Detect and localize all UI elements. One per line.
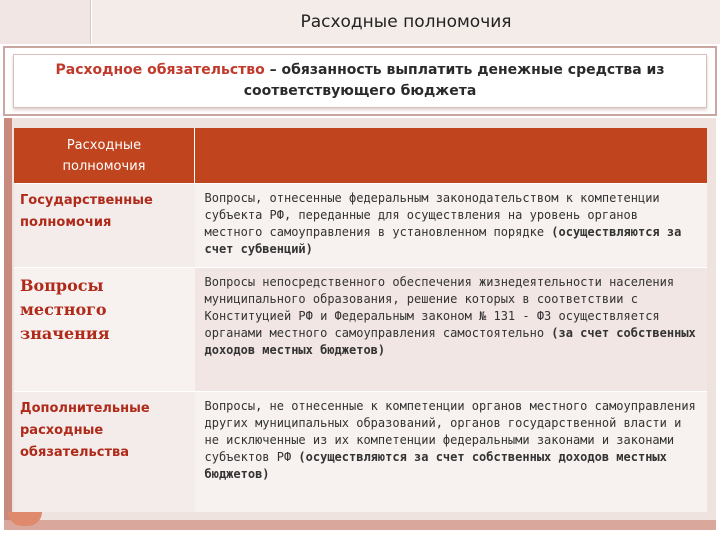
definition-term: Расходное обязательство — [55, 62, 265, 78]
definition-line-1 — [56, 60, 665, 81]
row-desc-text: Вопросы, не отнесенные к компетенции органов местного самоуправления других муниципальных образований, органов государственной власти и не исключенные из их компетенции федеральными законами и законами субъектов РФ — [204, 399, 696, 464]
header-divider — [90, 0, 91, 44]
powers-table — [14, 128, 707, 512]
row-label-line: полномочия — [20, 215, 112, 230]
row-label-line: Дополнительные — [20, 401, 150, 416]
row-description — [195, 392, 708, 512]
frame-accent — [4, 118, 12, 528]
row-label — [14, 392, 195, 512]
definition-text: – обязанность выплатить денежные средства из — [264, 62, 665, 78]
row-label-line: обязательства — [20, 445, 130, 460]
row-desc-bold: (за счет собственных доходов местных бюджетов) — [204, 326, 696, 357]
header-left-panel — [0, 0, 90, 44]
row-desc-text: Вопросы непосредственного обеспечения жизнедеятельности населения муниципального образования, решение которых в соответствии с Конституцией РФ и Федеральным законом № 131 - ФЗ осуществляется органами местного самоуправления самостоятельно — [204, 275, 675, 340]
header-col-1-line-1: Расходные — [66, 137, 142, 153]
definition-inner — [13, 54, 707, 108]
frame-bottom-bar — [4, 520, 716, 530]
row-desc-bold: (осуществляются за счет субвенций) — [204, 225, 682, 256]
row-label-line: расходные — [20, 423, 104, 438]
header-col-1-line-2: полномочия — [62, 158, 146, 174]
row-label-line: Государственные — [20, 193, 153, 208]
table-header-row — [14, 128, 707, 184]
table-row — [14, 392, 707, 512]
header-col-2 — [195, 128, 708, 184]
row-desc-text: Вопросы, отнесенные федеральным законодательством к компетенции субъекта РФ, переданные для осуществления на уровень органов местного самоуправления в установленном порядке — [204, 191, 660, 239]
row-label-line: местного — [20, 300, 107, 319]
row-label-line: Вопросы — [20, 276, 104, 295]
page-title: Расходные полномочия — [92, 0, 720, 44]
row-description — [195, 184, 708, 268]
row-label — [14, 184, 195, 268]
row-label — [14, 268, 195, 392]
table-row — [14, 268, 707, 392]
row-description — [195, 268, 708, 392]
row-label-line: значения — [20, 324, 110, 343]
definition-box — [3, 46, 717, 116]
header-col-1 — [14, 128, 195, 184]
row-desc-bold: (осуществляются за счет собственных доходов местных бюджетов) — [204, 450, 667, 481]
table-row — [14, 184, 707, 268]
definition-line-2: соответствующего бюджета — [243, 83, 477, 99]
